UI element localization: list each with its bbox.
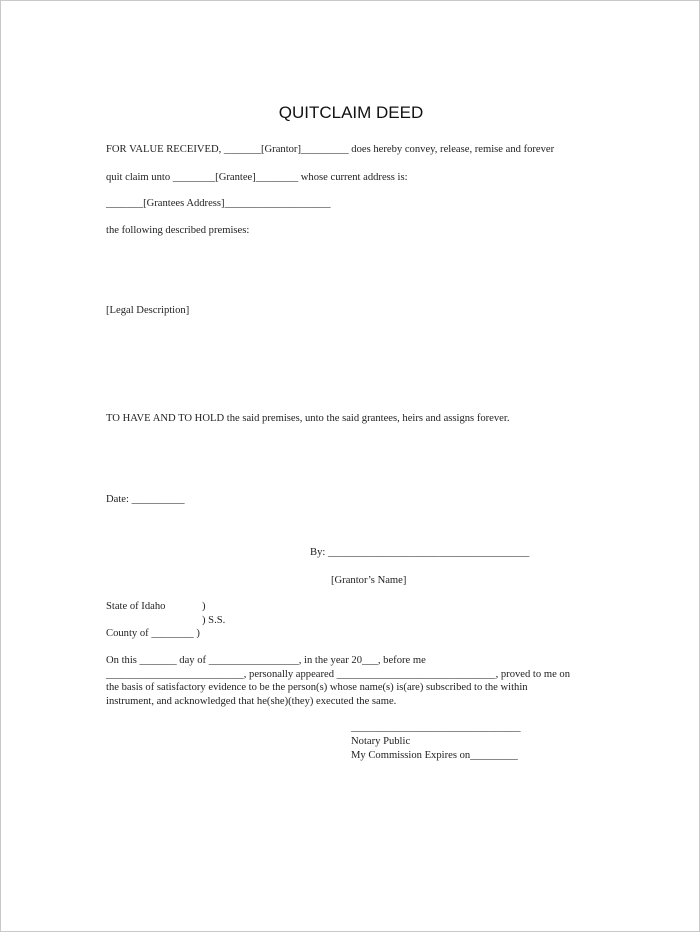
venue-state-paren: ) xyxy=(202,601,206,612)
signature-by-line: By: ______________________________________ xyxy=(310,547,530,558)
grantor-conveyance-line: FOR VALUE RECEIVED, _______[Grantor]_________ does hereby convey, release, remise and forever xyxy=(106,144,555,155)
acknowledgment-line-1: On this _______ day of _________________, in the year 20___, before me xyxy=(106,655,426,666)
premises-intro-line: the following described premises: xyxy=(106,225,250,236)
acknowledgment-line-4: instrument, and acknowledged that he(she)(they) executed the same. xyxy=(106,696,397,707)
date-line: Date: __________ xyxy=(106,494,185,505)
legal-description-placeholder: [Legal Description] xyxy=(106,305,190,316)
grantee-address-line: _______[Grantees Address]____________________ xyxy=(106,198,331,209)
acknowledgment-line-3: the basis of satisfactory evidence to be the person(s) whose name(s) is(are) subscribed to the within xyxy=(106,682,528,693)
notary-public-label: Notary Public xyxy=(351,736,411,747)
grantor-name-label: [Grantor’s Name] xyxy=(331,575,407,586)
document-title: QUITCLAIM DEED xyxy=(278,103,424,122)
venue-ss: ) S.S. xyxy=(202,615,226,626)
notary-signature-line: ________________________________ xyxy=(351,722,521,733)
commission-expires-line: My Commission Expires on_________ xyxy=(351,750,518,761)
venue-county: County of ________ ) xyxy=(106,628,200,639)
grantee-line: quit claim unto ________[Grantee]________ whose current address is: xyxy=(106,172,408,183)
habendum-clause: TO HAVE AND TO HOLD the said premises, unto the said grantees, heirs and assigns forever. xyxy=(106,413,510,424)
venue-state: State of Idaho xyxy=(106,601,166,612)
acknowledgment-line-2: __________________________, personally appeared ______________________________, proved to me on xyxy=(106,669,571,680)
